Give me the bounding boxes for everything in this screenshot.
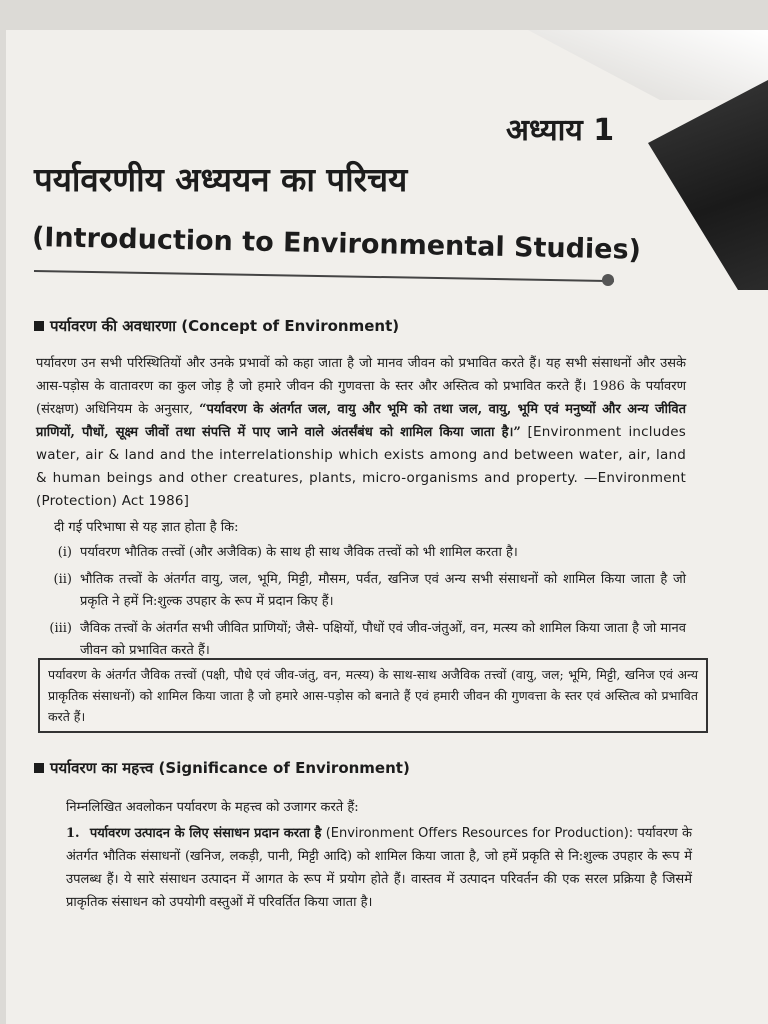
significance-intro: निम्नलिखित अवलोकन पर्यावरण के महत्त्व को उजागर करते हैं: xyxy=(66,800,359,815)
corner-decoration-dark xyxy=(648,80,768,290)
point-heading: पर्यावरण उत्पादन के लिए संसाधन प्रदान करता है xyxy=(89,826,322,841)
definition-english: [Environment includes water, air & land and the interrelationship which exists among and between water, air, land & human beings and other creatures, plants, micro-organisms and property. —Environment (Protection) Act 1986] xyxy=(36,424,686,509)
summary-box: पर्यावरण के अंतर्गत जैविक तत्त्वों (पक्षी, पौधे एवं जीव-जंतु, वन, मत्स्य) के साथ-साथ अजैविक तत्त्वों (वायु, जल; भूमि, मिट्टी, खनिज एवं अन्य प्राकृतिक संसाधनों) को शामिल किया जाता है जो हमारे आस-पड़ोस को बनाते हैं एवं हमारी जीवन की गुणवत्ता के स्तर एवं अस्तित्व को प्रभावित करते हैं। xyxy=(38,658,708,733)
corner-decoration-light xyxy=(528,30,768,100)
list-item-text: जैविक तत्त्वों के अंतर्गत सभी जीवित प्राणियों; जैसे- पक्षियों, पौधों एवं जीव-जंतुओं, वन, मत्स्य को शामिल किया जाता है जो मानव जीवन को प्रभावित करते हैं। xyxy=(80,621,686,658)
section-heading-text: पर्यावरण की अवधारणा (Concept of Environment) xyxy=(50,317,400,335)
significance-point-1 xyxy=(66,822,692,914)
list-item xyxy=(36,542,686,564)
divider-dot xyxy=(602,274,614,286)
list-item-text: भौतिक तत्त्वों के अंतर्गत वायु, जल, भूमि, मिट्टी, मौसम, पर्वत, खनिज एवं अन्य सभी संसाधनों को शामिल किया जाता है जो प्रकृति ने हमें नि:शुल्क उपहार के रूप में प्रदान किए हैं। xyxy=(80,572,686,609)
section-heading-concept xyxy=(34,316,399,336)
point-number: 1. xyxy=(66,826,80,841)
list-item xyxy=(36,569,686,613)
list-item-number: (iii) xyxy=(49,621,72,636)
section-heading-text: पर्यावरण का महत्त्व (Significance of Environment) xyxy=(50,759,410,777)
point-text: पर्यावरण के अंतर्गत भौतिक संसाधनों (खनिज, लकड़ी, पानी, मिट्टी आदि) को शामिल किया जाता है, जो हमें प्रकृति से नि:शुल्क उपहार के रूप में उपलब्ध हैं। ये सारे संसाधन उत्पादन में आगत के रूप में प्रयोग होते हैं। वास्तव में उत्पादन परिवर्तन की एक सरल प्रक्रिया है जिसमें प्राकृतिक संसाधन को उपयोगी वस्तुओं में परिवर्तित किया जाता है। xyxy=(66,826,692,910)
list-item-text: पर्यावरण भौतिक तत्त्वों (और अजैविक) के साथ ही साथ जैविक तत्त्वों को भी शामिल करता है। xyxy=(80,545,518,560)
square-bullet-icon xyxy=(34,763,44,773)
chapter-label: अध्याय 1 xyxy=(506,113,615,148)
list-item-number: (i) xyxy=(57,545,72,560)
point-heading-english: (Environment Offers Resources for Production): xyxy=(325,826,634,841)
book-page xyxy=(6,30,768,1024)
definition-text: “पर्यावरण के अंतर्गत जल, वायु और भूमि को तथा जल, वायु, भूमि एवं मनुष्यों और अन्य जीवित प्राणियों, पौधों, सूक्ष्म जीवों तथा संपत्ति में पाए जाने वाले अंतर्संबंध को शामिल किया जाता है।” xyxy=(36,402,686,440)
title-divider xyxy=(34,270,614,282)
page-title-english: (Introduction to Environmental Studies) xyxy=(31,222,642,266)
square-bullet-icon xyxy=(34,321,44,331)
concept-text: पर्यावरण उन सभी परिस्थितियों और उनके प्रभावों को कहा जाता है जो मानव जीवन को प्रभावित करते हैं। यह सभी संसाधनों और उसके आस-पड़ोस के वातावरण का कुल जोड़ है जो हमारे जीवन की गुणवत्ता के स्तर और अस्तित्व को प्रभावित करते हैं। 1986 के पर्यावरण (संरक्षण) अधिनियम के अनुसार, xyxy=(36,356,686,417)
definition-points-list xyxy=(36,542,686,667)
list-intro: दी गई परिभाषा से यह ज्ञात होता है कि: xyxy=(54,520,239,535)
concept-paragraph xyxy=(36,352,686,513)
list-item-number: (ii) xyxy=(53,572,72,587)
list-item xyxy=(36,618,686,662)
section-heading-significance xyxy=(34,758,410,778)
page-title-hindi: पर्यावरणीय अध्ययन का परिचय xyxy=(34,160,408,199)
